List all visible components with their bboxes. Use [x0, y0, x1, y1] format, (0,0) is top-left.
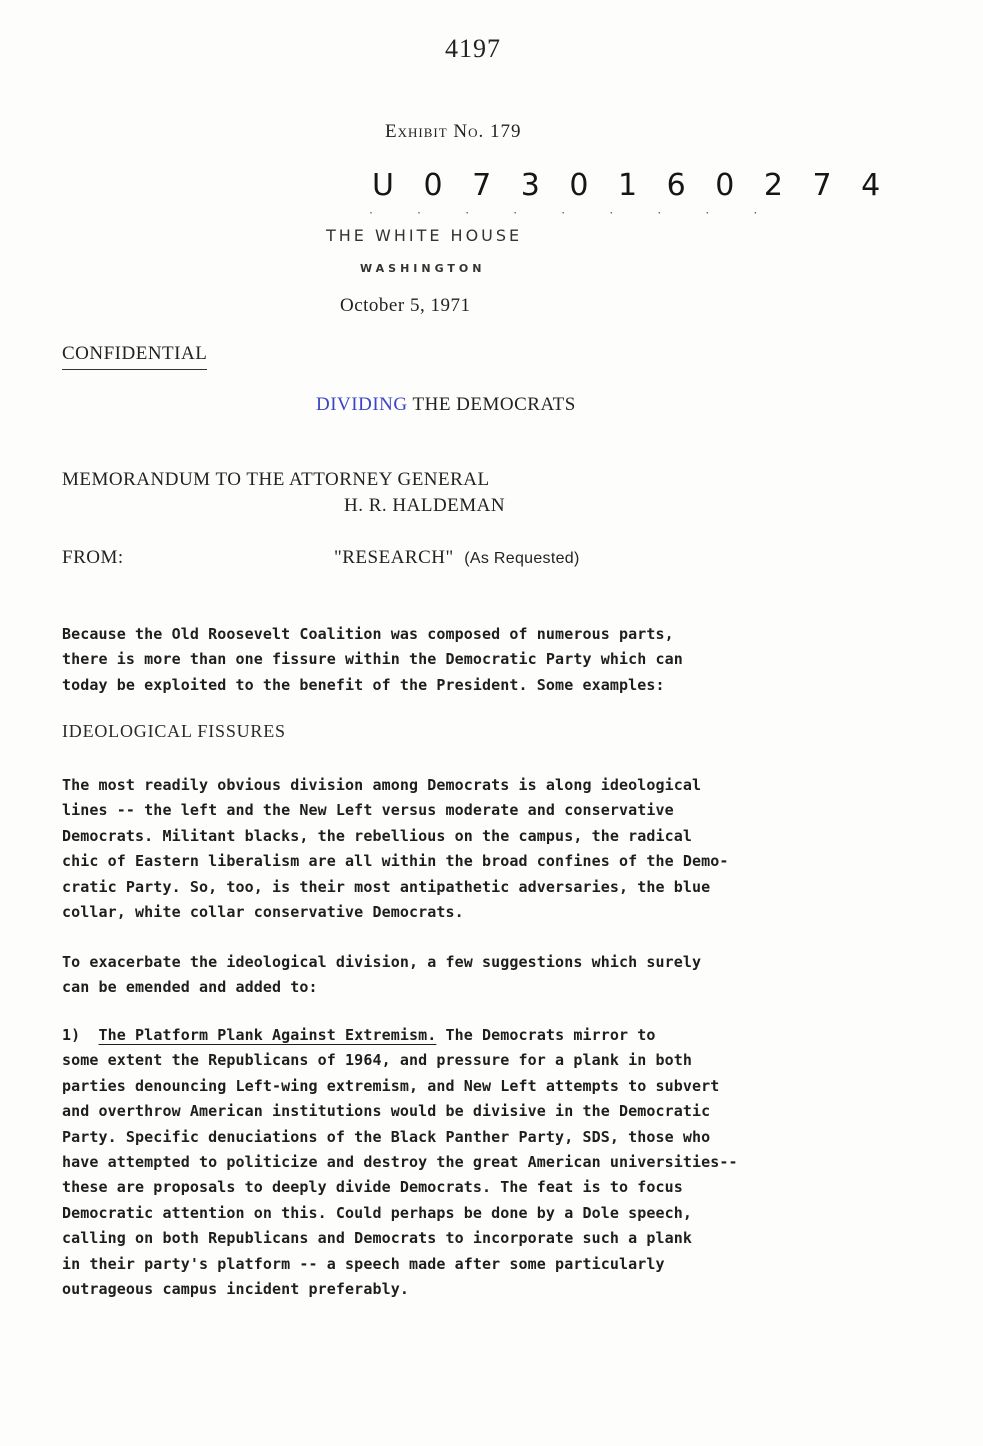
paragraph-line: Because the Old Roosevelt Coalition was composed of numerous parts,	[62, 625, 674, 643]
memo-date: October 5, 1971	[340, 295, 471, 316]
memo-from-label: FROM:	[62, 547, 124, 568]
paragraph-line: some extent the Republicans of 1964, and pressure for a plank in both	[62, 1051, 693, 1070]
exhibit-label: Exhibit No. 179	[385, 121, 522, 142]
paragraph-line: these are proposals to deeply divide Democrats. The feat is to focus	[62, 1178, 683, 1197]
memo-to-name: H. R. HALDEMAN	[344, 495, 506, 516]
paragraph-line: have attempted to politicize and destroy the great American universities--	[62, 1153, 738, 1172]
classification-marking: CONFIDENTIAL	[62, 343, 207, 370]
from-sender: "RESEARCH"	[334, 547, 454, 568]
paragraph-line: in their party's platform -- a speech made after some particularly	[62, 1254, 665, 1273]
item-title: The Platform Plank Against Extremism.	[98, 1026, 437, 1044]
item-number: 1)	[62, 1026, 81, 1044]
section-heading: IDEOLOGICAL FISSURES	[62, 721, 286, 741]
paragraph-line: To exacerbate the ideological division, a few suggestions which surely	[62, 953, 702, 971]
paragraph-line: calling on both Republicans and Democrats to incorporate such a plank	[62, 1229, 693, 1248]
paragraph-line: cratic Party. So, too, is their most antipathetic adversaries, the blue	[62, 877, 711, 896]
from-note: (As Requested)	[464, 550, 580, 567]
paragraph-line: Democrats. Militant blacks, the rebellious on the campus, the radical	[62, 826, 693, 845]
item-first-line-rest: The Democrats mirror to	[436, 1026, 656, 1044]
paragraph-line: parties denouncing Left-wing extremism, and New Left attempts to subvert	[62, 1076, 720, 1095]
subject-rest: THE DEMOCRATS	[407, 394, 576, 415]
paragraph-ideological	[62, 773, 942, 925]
paragraph-line: can be emended and added to:	[62, 978, 318, 997]
paragraph-line: and overthrow American institutions would be divisive in the Democratic	[62, 1102, 711, 1121]
paragraph-line: Party. Specific denuciations of the Black Panther Party, SDS, those who	[62, 1127, 711, 1146]
paragraph-line: Democratic attention on this. Could perhaps be done by a Dole speech,	[62, 1203, 693, 1222]
memo-from-value	[334, 547, 580, 569]
memo-subject	[316, 394, 576, 416]
stamp-dots-decoration: · · · · · · · · ·	[368, 208, 777, 219]
paragraph-line: there is more than one fissure within the Democratic Party which can	[62, 650, 683, 669]
subject-highlight: DIVIDING	[316, 394, 408, 415]
paragraph-suggestions	[62, 950, 942, 1001]
paragraph-intro	[62, 622, 942, 698]
letterhead-subtitle: WASHINGTON	[360, 262, 486, 275]
memo-to-line: MEMORANDUM TO THE ATTORNEY GENERAL	[62, 469, 490, 490]
paragraph-line: outrageous campus incident preferably.	[62, 1280, 409, 1299]
item-first-line	[62, 1023, 942, 1048]
paragraph-line: today be exploited to the benefit of the President. Some examples:	[62, 675, 665, 694]
paragraph-line: lines -- the left and the New Left versus moderate and conservative	[62, 801, 674, 820]
paragraph-line: chic of Eastern liberalism are all within the broad confines of the Demo-	[62, 852, 729, 871]
letterhead-title: THE WHITE HOUSE	[326, 226, 523, 245]
list-item-platform-plank	[62, 1023, 942, 1302]
paragraph-line: The most readily obvious division among Democrats is along ideological	[62, 776, 702, 794]
paragraph-line: collar, white collar conservative Democrats.	[62, 903, 464, 922]
page-number: 4197	[445, 34, 501, 63]
document-stamp-number: U 0 7 3 0 1 6 0 2 7 4	[372, 168, 891, 203]
